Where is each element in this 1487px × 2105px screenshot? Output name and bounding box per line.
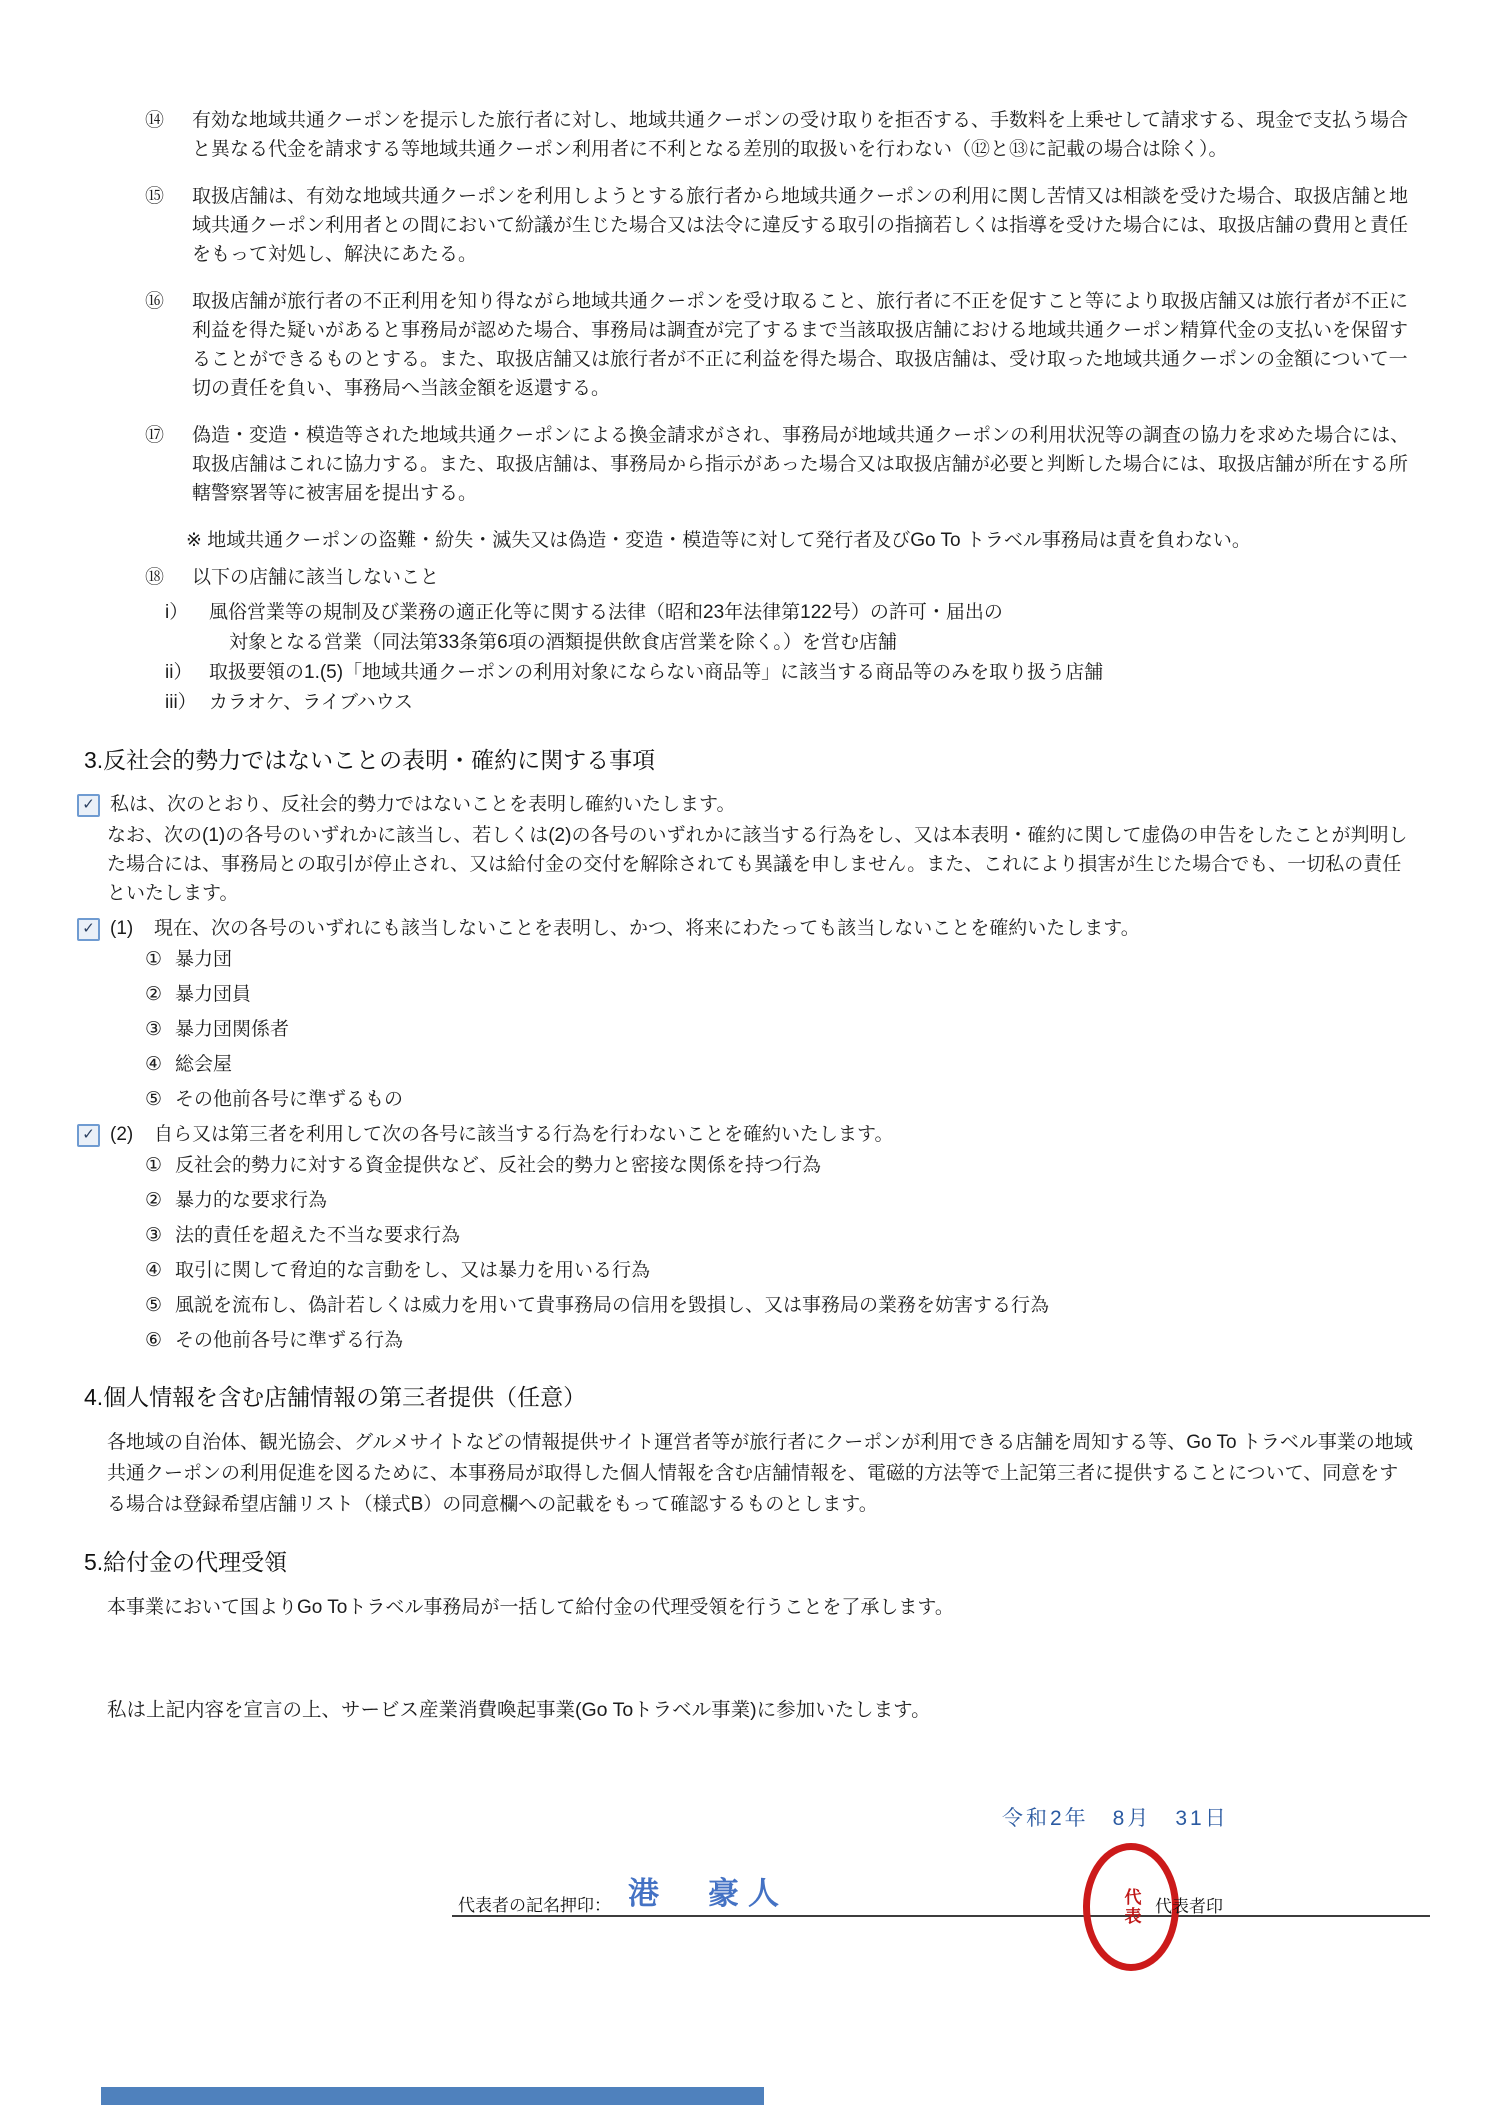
subitem-number: ii） bbox=[165, 662, 193, 683]
subitem-text: カラオケ、ライブハウス bbox=[209, 692, 414, 713]
section-3-heading: 3.反社会的勢力ではないことの表明・確約に関する事項 bbox=[84, 747, 656, 773]
term-item-16 bbox=[0, 287, 1487, 403]
term-item-17 bbox=[0, 421, 1487, 508]
enum-text: 暴力的な要求行為 bbox=[175, 1190, 328, 1211]
enum-number: ⑥ bbox=[145, 1330, 163, 1351]
enum-text: その他前各号に準ずる行為 bbox=[175, 1330, 404, 1351]
term-number: ⑯ bbox=[145, 291, 165, 312]
clause2-item-5 bbox=[0, 1291, 1487, 1320]
term-number: ⑰ bbox=[145, 425, 165, 446]
clause-2-row bbox=[0, 1120, 1487, 1149]
signature-line bbox=[452, 1915, 1430, 1917]
clause2-item-6 bbox=[0, 1326, 1487, 1355]
section-4-body: 各地域の自治体、観光協会、グルメサイトなどの情報提供サイト運営者等が旅行者にクーポンが利用できる店舗を周知する等、Go To トラベル事業の地域共通クーポンの利用促進を図るために、本事務局が取得した個人情報を含む店舗情報を、電磁的方法等で上記第三者に提供することについて、同意をする場合は登録希望店舗リスト（様式B）の同意欄への記載をもって確認するものとします。 bbox=[107, 1432, 1413, 1515]
term-18-subitem-i bbox=[0, 598, 1487, 658]
signature-date: 令和2年 8月 31日 bbox=[1002, 1807, 1229, 1830]
clause2-item-3 bbox=[0, 1221, 1487, 1250]
enum-number: ③ bbox=[145, 1019, 163, 1040]
representative-name: 港 豪人 bbox=[628, 1876, 788, 1911]
clause-text: 自ら又は第三者を利用して次の各号に該当する行為を行わないことを確約いたします。 bbox=[154, 1124, 894, 1145]
term-number: ⑭ bbox=[145, 110, 165, 131]
clause1-item-3 bbox=[0, 1015, 1487, 1044]
clause-text: 現在、次の各号のいずれにも該当しないことを表明し、かつ、将来にわたっても該当しないことを確約いたします。 bbox=[154, 918, 1140, 939]
subitem-text: 取扱要領の1.(5)「地域共通クーポンの利用対象にならない商品等」に該当する商品等のみを取り扱う店舗 bbox=[209, 662, 1104, 683]
enum-number: ① bbox=[145, 1155, 163, 1176]
clause-label: (2) bbox=[110, 1124, 134, 1145]
clause1-item-2 bbox=[0, 980, 1487, 1009]
enum-number: ④ bbox=[145, 1054, 163, 1075]
enum-number: ⑤ bbox=[145, 1295, 163, 1316]
enum-number: ② bbox=[145, 1190, 163, 1211]
enum-text: 暴力団員 bbox=[175, 984, 252, 1005]
clause1-item-4 bbox=[0, 1050, 1487, 1079]
enum-text: 総会屋 bbox=[175, 1054, 233, 1075]
enum-number: ② bbox=[145, 984, 163, 1005]
enum-number: ⑤ bbox=[145, 1089, 163, 1110]
term-text: 有効な地域共通クーポンを提示した旅行者に対し、地域共通クーポンの受け取りを拒否する、手数料を上乗せして請求する、現金で支払う場合と異なる代金を請求する等地域共通クーポン利用者に不利となる差別的取扱いを行わない（⑫と⑬に記載の場合は除く）。 bbox=[192, 110, 1409, 160]
enum-number: ① bbox=[145, 949, 163, 970]
term-text: 取扱店舗が旅行者の不正利用を知り得ながら地域共通クーポンを受け取ること、旅行者に不正を促すこと等により取扱店舗又は旅行者が不正に利益を得た疑いがあると事務局が認めた場合、事務局は調査が完了するまで当該取扱店舗における地域共通クーポン精算代金の支払いを保留することができるものとする。また、取扱店舗又は旅行者が不正に利益を得た場合、取扱店舗は、受け取った地域共通クーポンの金額について一切の責任を負い、事務局へ当該金額を返還する。 bbox=[192, 291, 1409, 399]
clause-1-row bbox=[0, 914, 1487, 943]
term-item-15 bbox=[0, 182, 1487, 269]
checkbox-checked-icon[interactable]: ✓ bbox=[77, 918, 100, 941]
term-item-14 bbox=[0, 106, 1487, 164]
section-4-heading: 4.個人情報を含む店舗情報の第三者提供（任意） bbox=[84, 1384, 587, 1410]
subitem-number: iii） bbox=[165, 692, 197, 713]
term-number: ⑱ bbox=[145, 567, 165, 588]
section-5-body: 本事業において国よりGo Toトラベル事務局が一括して給付金の代理受領を行うことを了承します。 bbox=[107, 1597, 954, 1618]
subitem-number: i） bbox=[165, 602, 189, 623]
clause2-item-4 bbox=[0, 1256, 1487, 1285]
enum-number: ④ bbox=[145, 1260, 163, 1281]
term-number: ⑮ bbox=[145, 186, 165, 207]
clause2-item-2 bbox=[0, 1186, 1487, 1215]
enum-text: 法的責任を超えた不当な要求行為 bbox=[175, 1225, 461, 1246]
term-text: 偽造・変造・模造等された地域共通クーポンによる換金請求がされ、事務局が地域共通クーポンの利用状況等の調査の協力を求めた場合には、取扱店舗はこれに協力する。また、取扱店舗は、事務局から指示があった場合又は取扱店舗が必要と判断した場合には、取扱店舗が所在する所轄警察署等に被害届を提出する。 bbox=[192, 425, 1410, 504]
clause1-item-1 bbox=[0, 945, 1487, 974]
next-page-edge-bar bbox=[101, 2087, 764, 2105]
clause-label: (1) bbox=[110, 918, 134, 939]
term-18-subitem-iii bbox=[0, 688, 1487, 718]
signature-label: 代表者の記名押印： bbox=[458, 1896, 611, 1915]
term-disclaimer-note: ※ 地域共通クーポンの盗難・紛失・滅失又は偽造・変造・模造等に対して発行者及びGo To トラベル事務局は責を負わない。 bbox=[186, 530, 1251, 551]
enum-text: 取引に関して脅迫的な言動をし、又は暴力を用いる行為 bbox=[175, 1260, 651, 1281]
enum-number: ③ bbox=[145, 1225, 163, 1246]
subitem-line1: 風俗営業等の規制及び業務の適正化等に関する法律（昭和23年法律第122号）の許可・届出の bbox=[209, 602, 1003, 623]
subitem-text bbox=[209, 598, 1415, 658]
subitem-line2: 対象となる営業（同法第33条第6項の酒類提供飲食店営業を除く。）を営む店舗 bbox=[229, 632, 897, 653]
coupon-terms-list bbox=[0, 0, 1487, 718]
term-item-18 bbox=[0, 563, 1487, 592]
clause2-item-1 bbox=[0, 1151, 1487, 1180]
section-5-heading: 5.給付金の代理受領 bbox=[84, 1549, 288, 1575]
term-18-subitem-ii bbox=[0, 658, 1487, 688]
enum-text: その他前各号に準ずるもの bbox=[175, 1089, 404, 1110]
participation-statement: 私は上記内容を宣言の上、サービス産業消費喚起事業(Go Toトラベル事業)に参加いたします。 bbox=[107, 1699, 931, 1721]
checkbox-checked-icon[interactable]: ✓ bbox=[77, 1124, 100, 1147]
enum-text: 風説を流布し、偽計若しくは威力を用いて貴事務局の信用を毀損し、又は事務局の業務を妨害する行為 bbox=[175, 1295, 1050, 1316]
declaration-text: 私は、次のとおり、反社会的勢力ではないことを表明し確約いたします。 bbox=[110, 794, 736, 815]
declaration-note: なお、次の(1)の各号のいずれかに該当し、若しくは(2)の各号のいずれかに該当する行為をし、又は本表明・確約に関して虚偽の申告をしたことが判明した場合には、事務局との取引が停止され、又は給付金の交付を解除されても異議を申しません。また、これにより損害が生じた場合でも、一切私の責任といたします。 bbox=[107, 825, 1408, 904]
enum-text: 反社会的勢力に対する資金提供など、反社会的勢力と密接な関係を持つ行為 bbox=[175, 1155, 822, 1176]
checkbox-checked-icon[interactable]: ✓ bbox=[77, 794, 100, 817]
antisocial-declaration-row bbox=[0, 790, 1487, 819]
term-text: 取扱店舗は、有効な地域共通クーポンを利用しようとする旅行者から地域共通クーポンの利用に関し苦情又は相談を受けた場合、取扱店舗と地域共通クーポン利用者との間において紛議が生じた場合又は法令に違反する取引の指摘若しくは指導を受けた場合には、取扱店舗の費用と責任をもって対処し、解決にあたる。 bbox=[192, 186, 1409, 265]
stamp-text: 代表 bbox=[1121, 1888, 1141, 1926]
seal-caption: 代表者印 bbox=[1155, 1897, 1223, 1916]
clause1-item-5 bbox=[0, 1085, 1487, 1114]
enum-text: 暴力団関係者 bbox=[175, 1019, 290, 1040]
term-text: 以下の店舗に該当しないこと bbox=[192, 567, 440, 588]
enum-text: 暴力団 bbox=[175, 949, 233, 970]
